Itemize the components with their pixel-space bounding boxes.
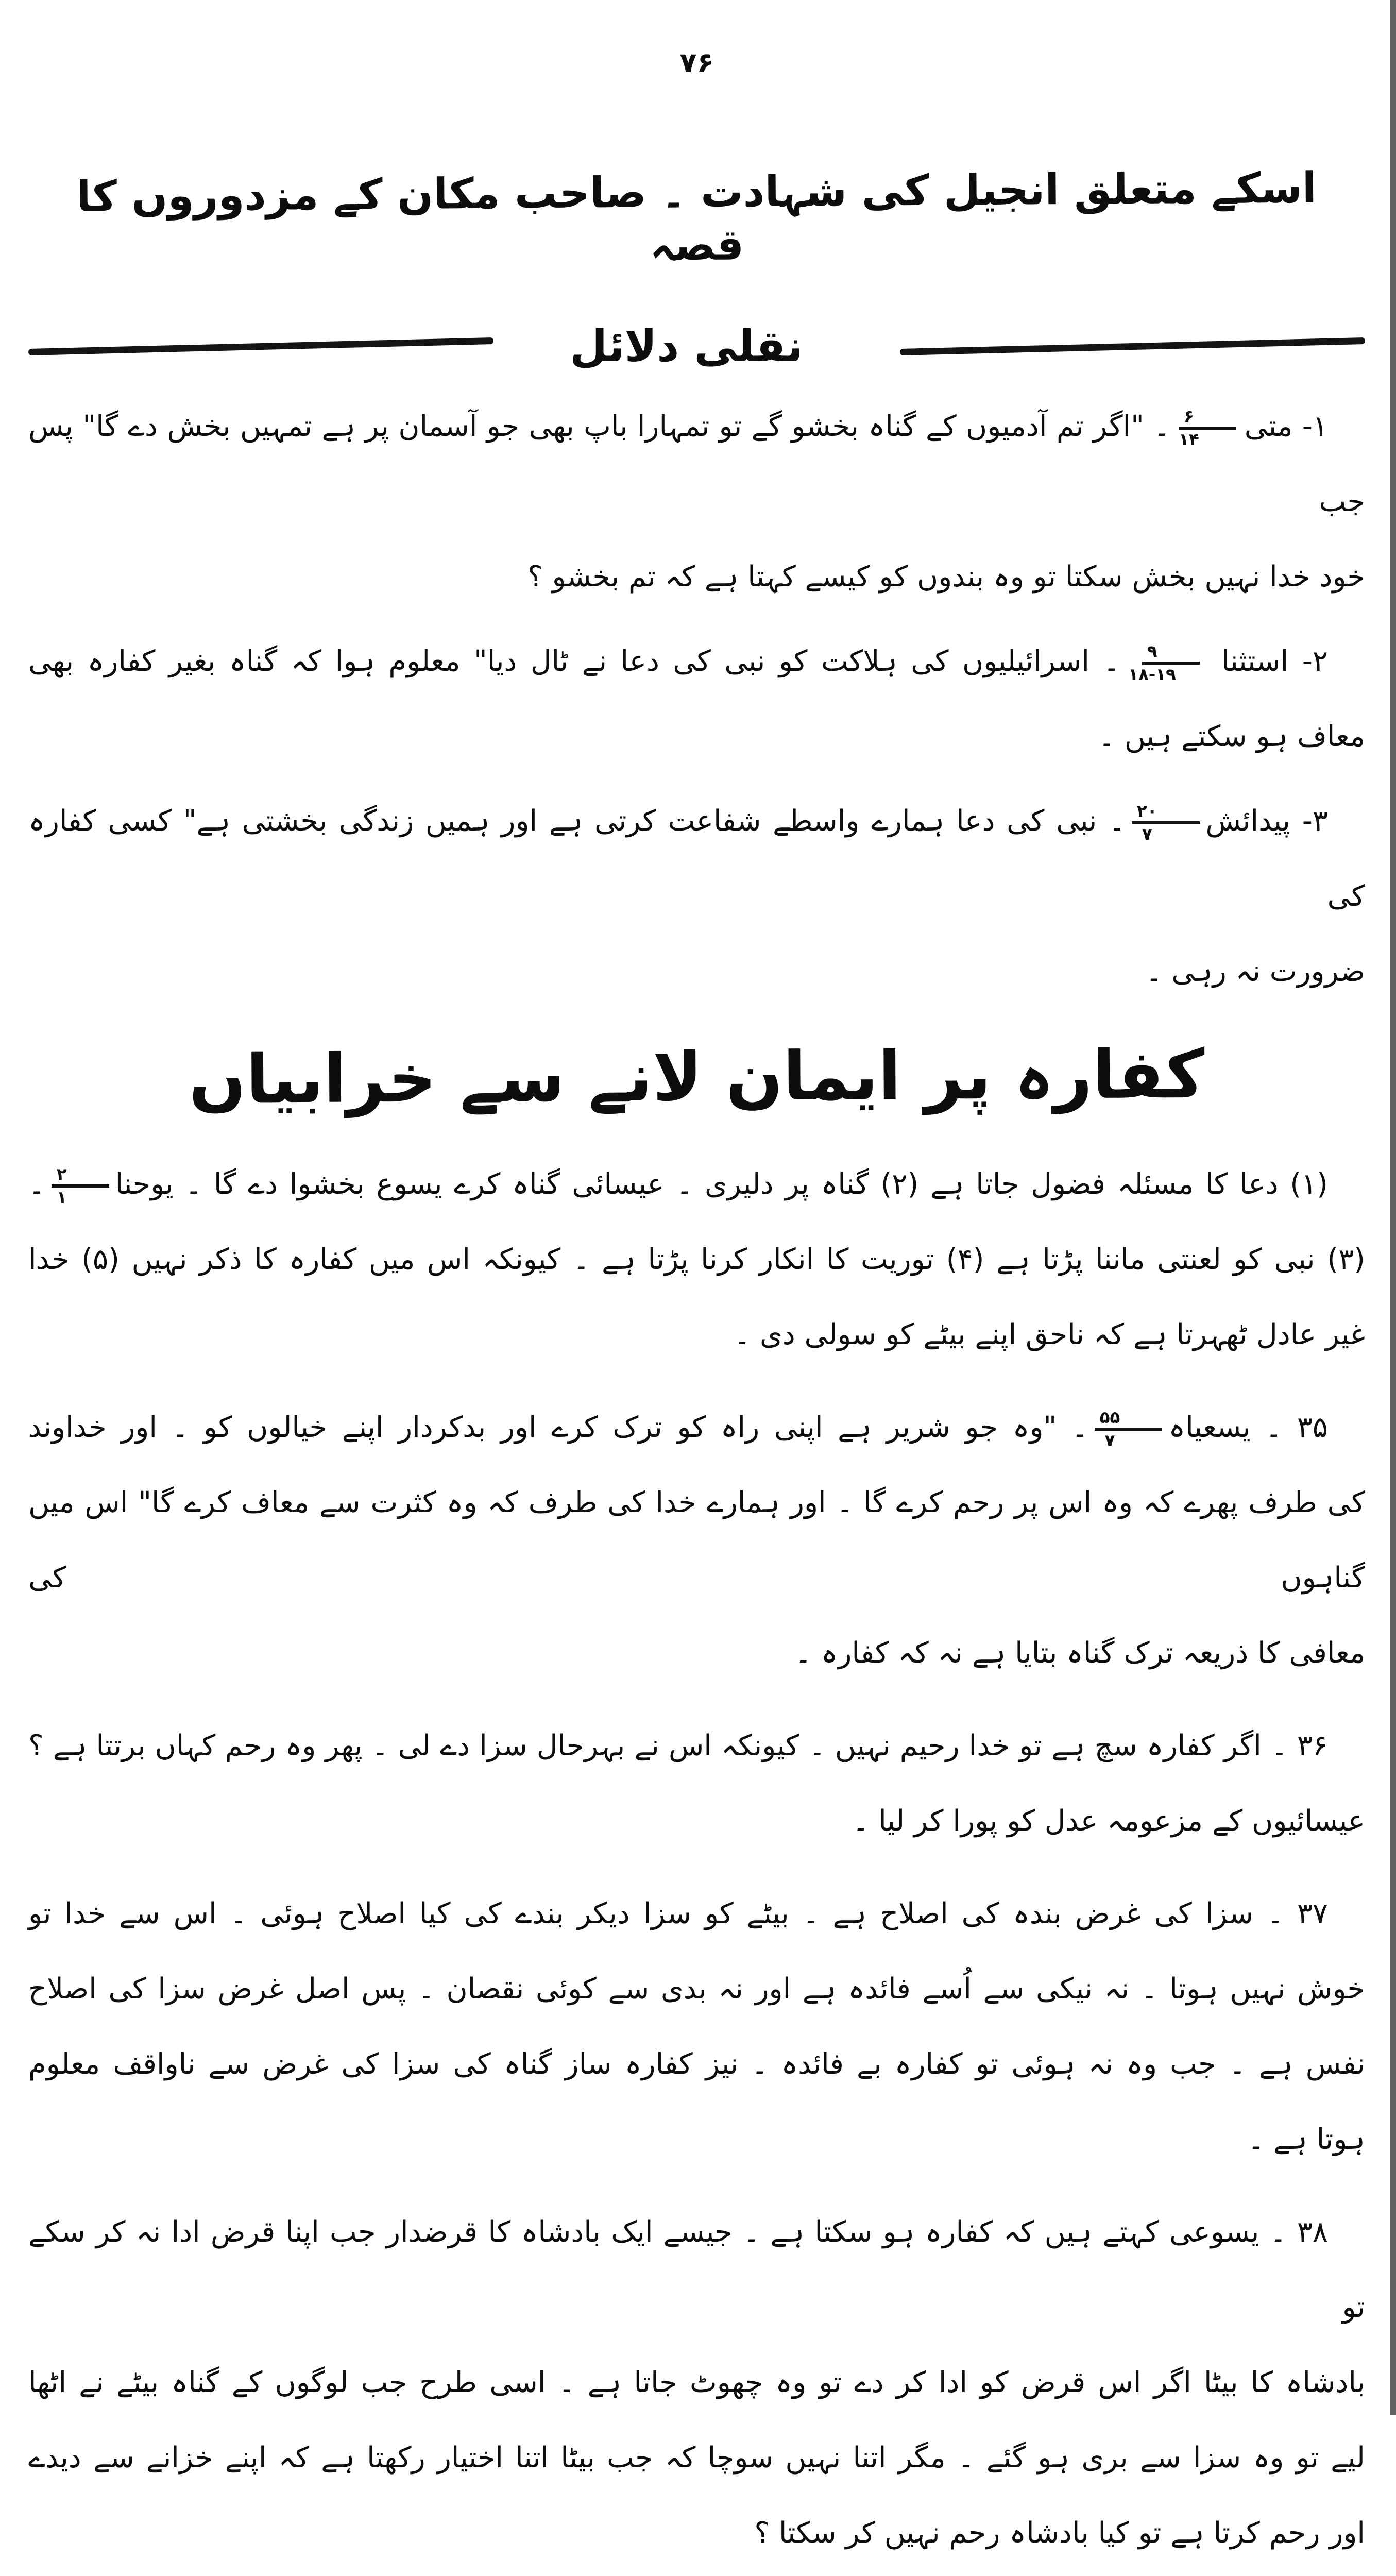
- paragraph-number-and-book: ۲- استثنا: [1221, 645, 1328, 678]
- text-line: [28, 1147, 1365, 1222]
- paragraph-37: [28, 1876, 1365, 2177]
- paragraph-number-and-book: ۳۵ ۔ یسعیاہ: [1168, 1411, 1328, 1444]
- line-text: ۔ اسرائیلیوں کی ہلاکت کو نبی کی دعا نے ٹال دیا" معلوم ہوا کہ گناہ بغیر کفارہ بھی: [28, 645, 1120, 678]
- verse-number: ۷: [1104, 1430, 1115, 1450]
- verse-number: ۱۴: [1179, 429, 1199, 449]
- paragraph-38: [28, 2195, 1365, 2571]
- heading-rule-left: [28, 337, 493, 355]
- line-text: (۱) دعا کا مسئلہ فضول جاتا ہے (۲) گناہ پر دلیری ۔ عیسائی گناہ کرے یسوع بخشوا دے گا ۔ یوحنا: [115, 1167, 1328, 1201]
- text-line: ۳۷ ۔ سزا کی غرض بندہ کی اصلاح ہے ۔ بیٹے کو سزا دیکر بندے کی کیا اصلاح ہوئی ۔ اس سے خدا تو: [28, 1897, 1328, 1930]
- verse-reference-fraction: [52, 1164, 109, 1208]
- paragraph-faults-list: [28, 1147, 1365, 1372]
- text-line: [28, 1390, 1365, 1465]
- text-line: کی طرف پھرے کہ وہ اس پر رحم کرے گا ۔ اور ہمارے خدا کی طرف کہ وہ کثرت سے معاف کرے گا" اس میں گناہوں کی: [28, 1486, 1365, 1595]
- verse-reference-fraction: [1095, 1408, 1163, 1451]
- chapter-subject-line: اسکے متعلق انجیل کی شہادت ۔ صاحب مکان کے مزدوروں کا قصہ: [76, 163, 1317, 270]
- text-line: لیے تو وہ سزا سے بری ہو گئے ۔ مگر اتنا نہیں سوچا کہ جب بیٹا اتنا اختیار رکھتا ہے کہ اپنے خزانے سے دیدے: [28, 2441, 1365, 2475]
- page-number: ۷۶: [679, 46, 714, 79]
- text-line: معاف ہو سکتے ہیں ۔: [1098, 720, 1365, 753]
- main-heading-kaffara: کفارہ پر ایمان لانے سے خرابیاں: [189, 1035, 1205, 1119]
- text-line: ۳۶ ۔ اگر کفارہ سچ ہے تو خدا رحیم نہیں ۔ کیونکہ اس نے بہرحال سزا دے لی ۔ پھر وہ رحم کہاں برتتا ہے ؟: [28, 1729, 1328, 1762]
- section-heading: نقلی دلائل: [570, 321, 803, 371]
- text-line: غیر عادل ٹھہرتا ہے کہ ناحق اپنے بیٹے کو سولی دی ۔: [734, 1318, 1365, 1351]
- paragraph-3-genesis: [28, 784, 1365, 1009]
- verse-chapter: ۲۰: [1132, 801, 1200, 824]
- verse-number: ۷: [1142, 824, 1152, 844]
- text-line: اور رحم کرتا ہے تو کیا بادشاہ رحم نہیں کر سکتا ؟: [754, 2516, 1365, 2550]
- paragraph-2-deuteronomy: [28, 624, 1365, 774]
- verse-reference-fraction: [1126, 641, 1215, 685]
- verse-reference-fraction: [1177, 406, 1238, 450]
- verse-chapter: ۲: [52, 1164, 109, 1188]
- text-line: عیسائیوں کے مزعومہ عدل کو پورا کر لیا ۔: [852, 1804, 1365, 1838]
- text-line: [28, 784, 1365, 934]
- text-line: ضرورت نہ رہی ۔: [1145, 955, 1365, 988]
- text-line: خوش نہیں ہوتا ۔ نہ نیکی سے اُسے فائدہ ہے اور نہ بدی سے کوئی نقصان ۔ پس اصل غرض سزا کی اصلاح: [28, 1972, 1365, 2006]
- text-line: نفس ہے ۔ جب وہ نہ ہوئی تو کفارہ بے فائدہ ۔ نیز کفارہ ساز گناہ کی سزا کی غرض سے ناواقف معلوم: [28, 2047, 1366, 2081]
- line-text: ۔ "وہ جو شریر ہے اپنی راہ کو ترک کرے اور بدکردار اپنے خیالوں کو ۔ اور خداوند: [28, 1411, 1088, 1444]
- text-line: معافی کا ذریعہ ترک گناہ بتایا ہے نہ کہ کفارہ ۔: [794, 1636, 1365, 1670]
- text-line: (۳) نبی کو لعنتی ماننا پڑتا ہے (۴) توریت کا انکار کرنا پڑتا ہے ۔ کیونکہ اس میں کفارہ کا ذکر نہیں (۵) خدا: [28, 1243, 1366, 1276]
- text-line: [28, 624, 1365, 699]
- paragraph-number-and-book: ۱- متی: [1244, 410, 1328, 443]
- paragraph-36: [28, 1708, 1365, 1859]
- line-text: ۔: [28, 1167, 45, 1201]
- paragraph-1-matthew: [28, 389, 1365, 615]
- line-text: ۔ نبی کی دعا ہمارے واسطے شفاعت کرتی ہے اور ہمیں زندگی بخشتی ہے" کسی کفارہ کی: [28, 804, 1365, 913]
- section-heading-row: [28, 321, 1365, 371]
- paragraph-number-and-book: ۳- پیدائش: [1205, 804, 1328, 838]
- verse-chapter: ۵۵: [1095, 1408, 1163, 1431]
- verse-chapter: ۶: [1179, 406, 1236, 430]
- paragraph-35-isaiah: [28, 1390, 1365, 1691]
- text-line: ۳۸ ۔ یسوعی کہتے ہیں کہ کفارہ ہو سکتا ہے ۔ جیسے ایک بادشاہ کا قرضدار جب اپنا قرض ادا نہ کر سکے تو: [28, 2215, 1365, 2324]
- verse-number: ۱: [56, 1187, 67, 1207]
- text-line: ہوتا ہے ۔: [1247, 2123, 1365, 2156]
- heading-rule-right: [900, 337, 1365, 355]
- line-text: ۔ "اگر تم آدمیوں کے گناہ بخشو گے تو تمہارا باپ بھی جو آسمان پر ہے تمہیں بخش دے گا" پس جب: [28, 410, 1365, 518]
- scan-edge-shadow: [1390, 0, 1396, 2415]
- verse-number: ۱۸-۱۹: [1128, 664, 1176, 684]
- text-line: خود خدا نہیں بخش سکتا تو وہ بندوں کو کیسے کہتا ہے کہ تم بخشو ؟: [527, 560, 1365, 594]
- verse-reference-fraction: [1132, 801, 1200, 844]
- text-line: بادشاہ کا بیٹا اگر اس قرض کو ادا کر دے تو وہ چھوٹ جاتا ہے ۔ اسی طرح جب لوگوں کے گناہ بیٹے نے اٹھا: [28, 2366, 1365, 2399]
- verse-chapter: ۹: [1142, 641, 1200, 665]
- text-line: [28, 389, 1365, 539]
